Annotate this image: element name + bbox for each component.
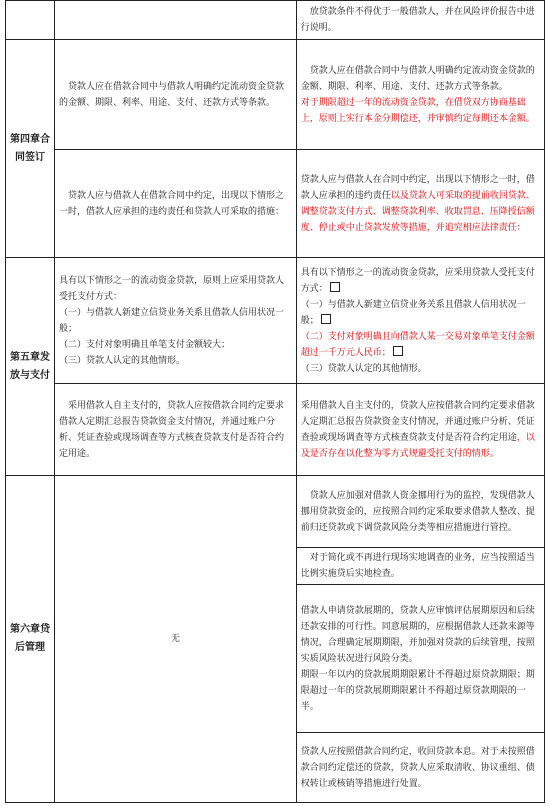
new-text: 放贷款条件不得优于一般借款人，并在风险评价报告中进行说明。 [300, 7, 535, 33]
checkbox-icon [330, 282, 340, 292]
checkbox-icon [393, 346, 403, 356]
old-text: 贷款人应在借款合同中与借款人明确约定流动资金贷款的金额、期限、利率、用途、支付、还款方式等条款。 [59, 81, 285, 108]
old-text-cell [55, 258, 297, 384]
chapter-label-6: 第六章贷后管理 [6, 476, 55, 803]
new-text-cell [296, 384, 544, 476]
new-text: 借款人申请贷款展期的，贷款人应审慎评估展期原因和后续还款安排的可行性。同意展期的，应根据借款人还款来源等情况，合理确定展期期限，并加强对贷款的后续管理，按照实质风险状况进行风险分类。 [300, 605, 535, 664]
old-text: 贷款人应与借款人在借款合同中约定，出现以下情形之一时，借款人应承担的违约责任和贷款人可采取的措施： [59, 190, 285, 217]
new-text: 对于简化或不再进行现场实地调查的业务，应当按照适当比例实施贷后实地检查。 [300, 553, 535, 579]
table-row [6, 1, 545, 40]
new-text: 贷款人应与借款人在合同中约定，出现以下情形之一时，借款人应承担的违约责任 [300, 174, 535, 201]
new-text-highlight: 以及贷款人可采取的提前收回贷款、调整贷款支付方式、调整贷款利率、收取罚息、压降授信额度、停止或中止贷款发放等措施，并追究相应法律责任： [300, 190, 535, 233]
new-text-highlight: ，以及是否存在以化整为零方式规避受托支付的情形。 [300, 432, 535, 459]
old-text: （三）贷款人认定的其他情形。 [59, 355, 186, 366]
new-text-cell [296, 150, 544, 258]
new-text-highlight: 对于期限超过一年的流动资金贷款，在借贷双方协商基础上，原则上实行本金分期偿还，并审慎约定每期还本金额。 [300, 97, 535, 124]
new-text-cell [296, 548, 544, 585]
table-row [6, 258, 545, 384]
comparison-table [5, 0, 545, 803]
table-row [6, 40, 545, 150]
chapter-label-4: 第四章合同签订 [6, 40, 55, 258]
new-text: 贷款人应按照借款合同约定，收回贷款本息。对于未按照借款合同约定偿还的贷款，贷款人应采取清收、协议重组、债权转让或核销等措施进行处置。 [300, 746, 535, 789]
new-text: （三）贷款人认定的其他情形。 [300, 363, 427, 374]
old-text-cell [55, 40, 297, 150]
new-text: 贷款人应在借款合同中与借款人明确约定流动资金贷款的金额、期限、利率、用途、支付、还款方式等条款。 [300, 65, 535, 92]
table-row [6, 476, 545, 548]
old-text: 具有以下情形之一的流动资金贷款，原则上应采用贷款人受托支付方式： [59, 275, 285, 302]
new-text: （一）与借款人新建立信贷业务关系且借款人信用状况一般； [300, 299, 526, 326]
old-text-cell [55, 150, 297, 258]
new-text-cell [296, 733, 544, 803]
new-text: 贷款人应加强对借款人资金挪用行为的监控，发现借款人挪用贷款资金的，应按照合同约定采取要求借款人整改、提前归还贷款或下调贷款风险分类等相应措施进行管控。 [300, 490, 535, 533]
old-text-cell: 无 [55, 476, 297, 803]
chapter-cell-empty [6, 1, 55, 40]
old-text: 采用借款人自主支付的，贷款人应按借款合同约定要求借款人定期汇总报告贷款资金支付情况，并通过账户分析、凭证查验或现场调查等方式核查贷款支付是否符合约定用途。 [59, 400, 285, 459]
new-text: 采用借款人自主支付的，贷款人应按借款合同约定要求借款人定期汇总报告贷款资金支付情况，并通过账户分析、凭证查验或现场调查等方式核查贷款支付是否符合约定用途 [300, 400, 535, 443]
old-text: （一）与借款人新建立信贷业务关系且借款人信用状况一般； [59, 307, 285, 334]
new-text-cell [296, 40, 544, 150]
old-text-cell [55, 384, 297, 476]
new-text: 期限一年以内的贷款展期期限累计不得超过原贷款期限；期限超过一年的贷款展期期限累计不得超过原贷款期限的一半。 [300, 669, 535, 712]
new-text-cell [296, 1, 544, 40]
old-text: （二）支付对象明确且单笔支付金额较大； [59, 339, 231, 350]
new-text: 具有以下情形之一的流动资金贷款，应采用贷款人受托支付方式： [300, 267, 535, 294]
new-text-cell [296, 476, 544, 548]
comparison-document [5, 0, 545, 804]
new-text-cell [296, 258, 544, 384]
checkbox-icon [321, 314, 331, 324]
chapter-label-5: 第五章发放与支付 [6, 258, 55, 476]
table-row [6, 150, 545, 258]
new-text-cell [296, 585, 544, 733]
old-text-cell [55, 1, 297, 40]
table-row [6, 384, 545, 476]
new-text-highlight: （二）支付对象明确且向借款人某一交易对象单笔支付金额超过一千万元人民币； [300, 331, 535, 358]
